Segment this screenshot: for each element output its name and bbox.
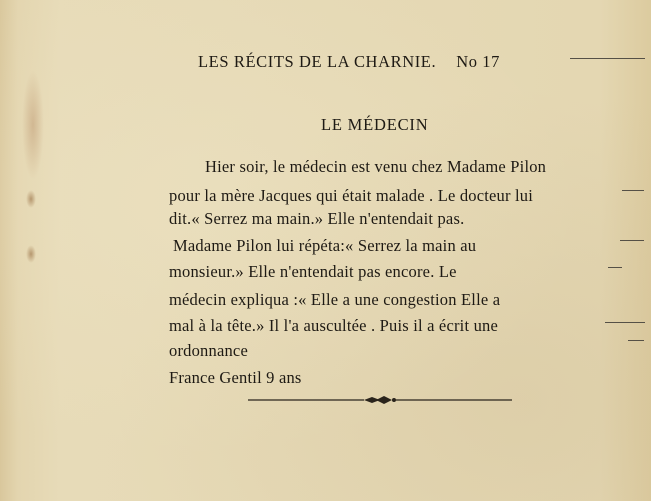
margin-mark bbox=[570, 58, 645, 59]
binding-hole bbox=[26, 190, 36, 208]
body-line: Hier soir, le médecin est venu chez Madame Pilon bbox=[205, 157, 547, 176]
margin-mark bbox=[605, 322, 645, 323]
binding-hole bbox=[26, 245, 36, 263]
signature: France Gentil 9 ans bbox=[169, 368, 302, 387]
body-line: médecin expliqua :« Elle a une congestion Elle a bbox=[169, 290, 501, 309]
body-line: ordonnance bbox=[169, 341, 248, 360]
issue-number: No 17 bbox=[456, 52, 501, 71]
margin-mark bbox=[622, 190, 644, 191]
story-title: LE MÉDECIN bbox=[321, 115, 429, 134]
ornament-divider bbox=[248, 393, 512, 407]
body-line: pour la mère Jacques qui était malade . Le docteur lui bbox=[169, 186, 534, 205]
margin-mark bbox=[628, 340, 644, 341]
page-header bbox=[198, 52, 500, 72]
series-title: LES RÉCITS DE LA CHARNIE. bbox=[198, 52, 437, 71]
margin-mark bbox=[620, 240, 644, 241]
body-line: mal à la tête.» Il l'a auscultée . Puis il a écrit une bbox=[169, 316, 498, 335]
body-line: monsieur.» Elle n'entendait pas encore. Le bbox=[169, 262, 457, 281]
body-line: Madame Pilon lui répéta:« Serrez la main au bbox=[173, 236, 477, 255]
paper-stain bbox=[22, 70, 44, 180]
body-line: dit.« Serrez ma main.» Elle n'entendait pas. bbox=[169, 209, 465, 228]
margin-mark bbox=[608, 267, 622, 268]
